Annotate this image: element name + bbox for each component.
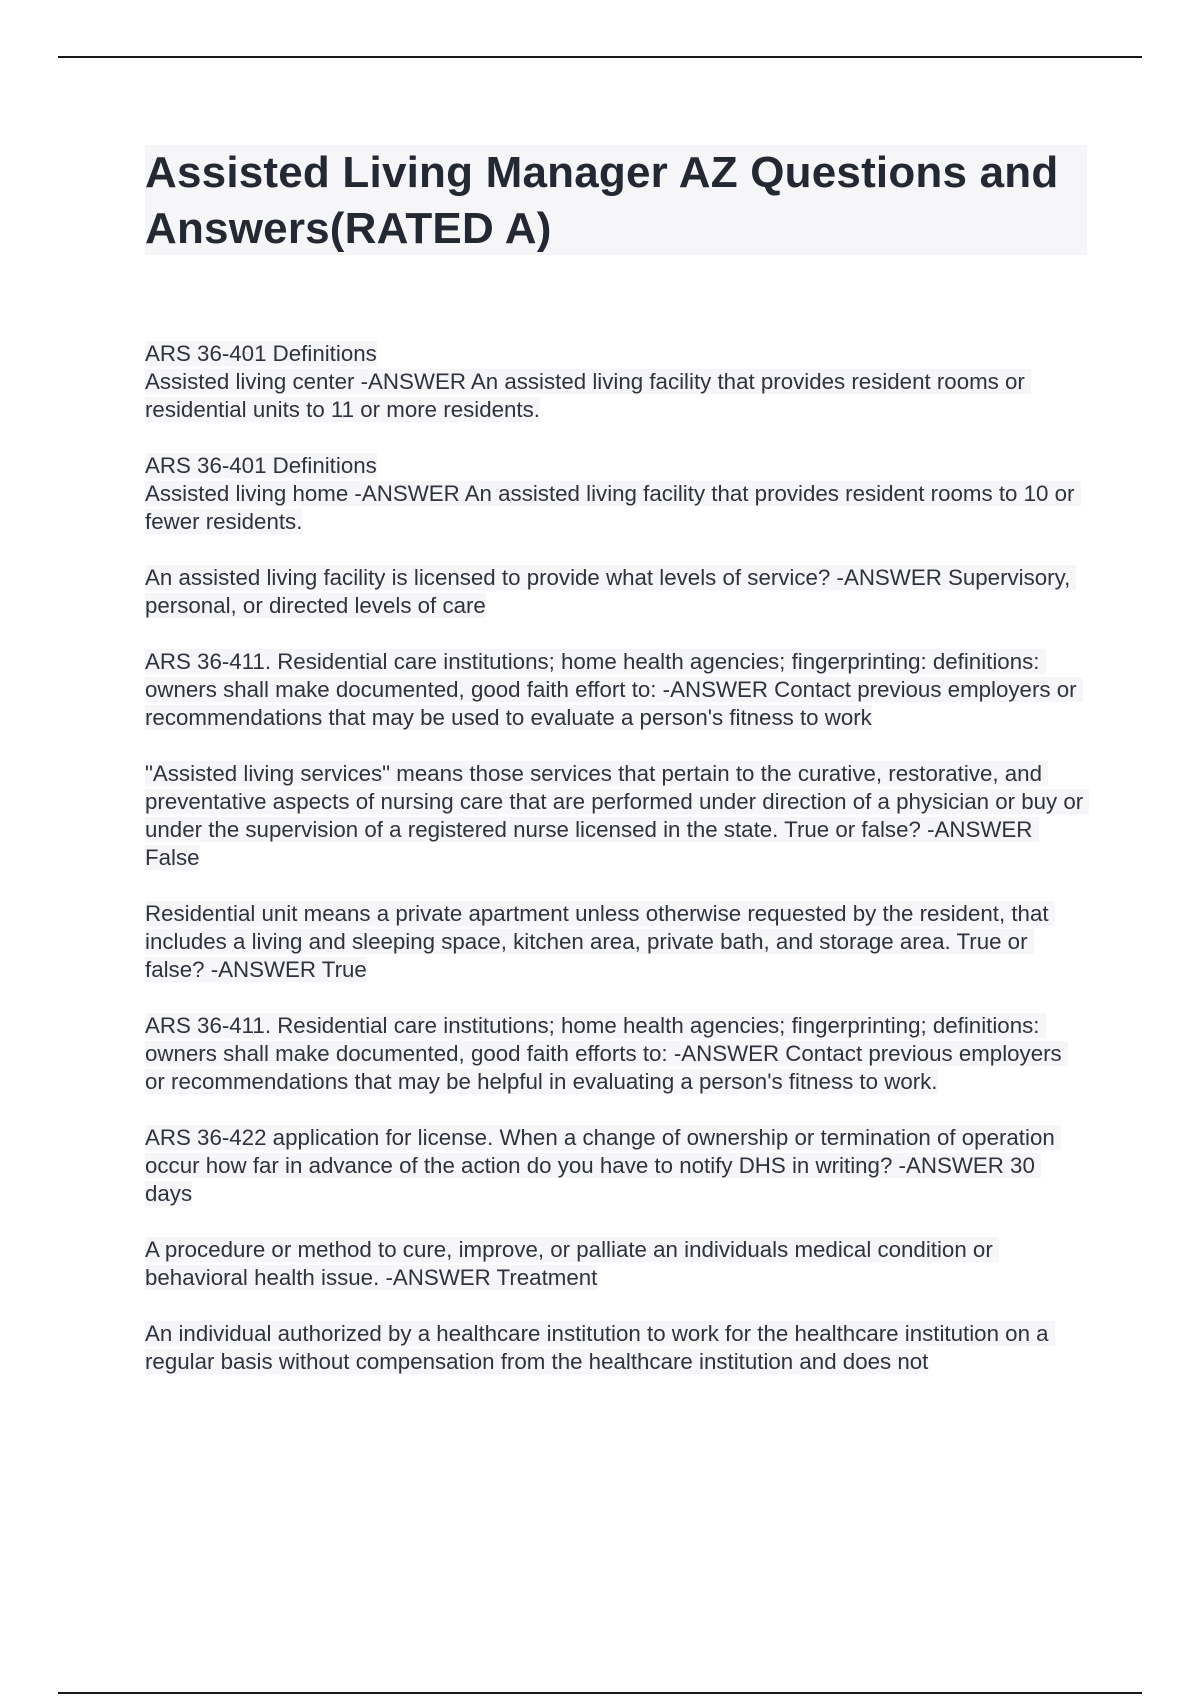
document-title: Assisted Living Manager AZ Questions and Answers(RATED A) [145,148,1059,253]
qa-item: "Assisted living services" means those services that pertain to the curative, restorative, and preventative aspects of nursing care that are performed under direction of a physician or buy or under the supervision of a registered nurse licensed in the state. True or false? -ANSWER False [145,761,1090,870]
qa-item: ARS 36-401 Definitions Assisted living home -ANSWER An assisted living facility that provides resident rooms to 10 or fewer residents. [145,452,1087,536]
qa-item: An individual authorized by a healthcare institution to work for the healthcare institution on a regular basis without compensation from the healthcare institution and does not [145,1321,1055,1374]
qa-item: A procedure or method to cure, improve, or palliate an individuals medical condition or behavioral health issue. -ANSWER Treatment [145,1237,999,1290]
qa-item: ARS 36-401 Definitions Assisted living center -ANSWER An assisted living facility that provides resident rooms or residential units to 11 or more residents. [145,340,1087,424]
top-rule [58,56,1142,58]
title-block [145,145,1087,255]
qa-item: An assisted living facility is licensed to provide what levels of service? -ANSWER Supervisory, personal, or directed levels of care [145,565,1077,618]
bottom-rule [58,1692,1142,1694]
qa-item: ARS 36-411. Residential care institutions; home health agencies; fingerprinting; definitions: owners shall make documented, good faith efforts to: -ANSWER Contact previous employers or recommendations that may be helpful in evaluating a person's fitness to work. [145,1013,1068,1094]
qa-item: ARS 36-411. Residential care institutions; home health agencies; fingerprinting: definitions: owners shall make documented, good faith effort to: -ANSWER Contact previous employers or recommendations that may be used to evaluate a person's fitness to work [145,649,1083,730]
qa-list [145,340,1090,1404]
qa-item: Residential unit means a private apartment unless otherwise requested by the resident, that includes a living and sleeping space, kitchen area, private bath, and storage area. True or false? -ANSWER True [145,901,1055,982]
qa-item: ARS 36-422 application for license. When a change of ownership or termination of operation occur how far in advance of the action do you have to notify DHS in writing? -ANSWER 30 days [145,1125,1061,1206]
